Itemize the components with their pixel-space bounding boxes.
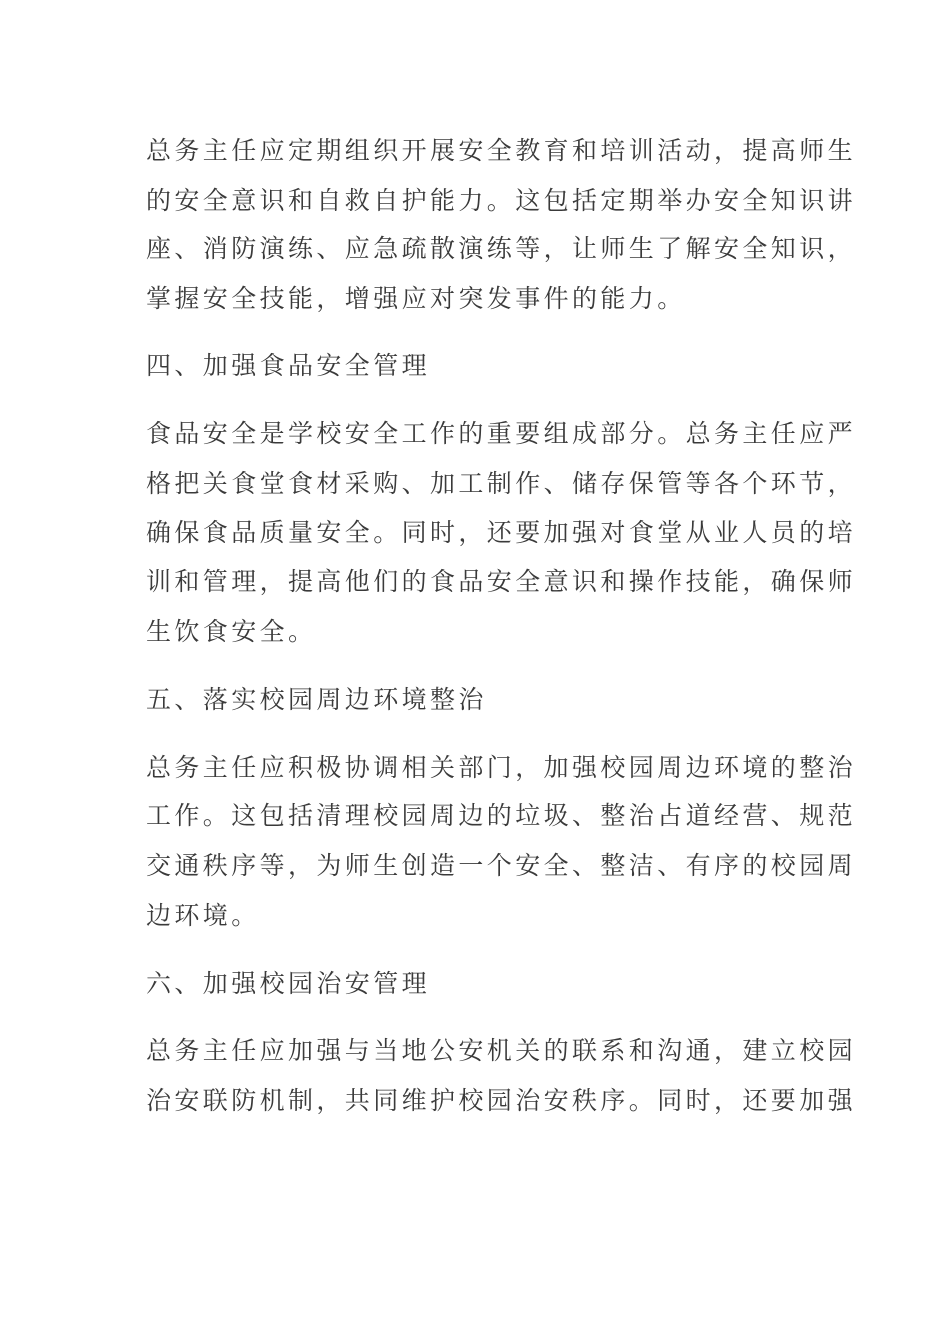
text-line: 掌握安全技能，增强应对突发事件的能力。: [146, 284, 686, 313]
text-line: 生饮食安全。: [146, 617, 317, 646]
text-line: 确保食品质量安全。同时，还要加强对食堂从业人员的培: [146, 518, 857, 547]
text-line: 总务主任应加强与当地公安机关的联系和沟通，建立校园: [146, 1036, 857, 1065]
text-line: 训和管理，提高他们的食品安全意识和操作技能，确保师: [146, 567, 857, 596]
text-line: 交通秩序等，为师生创造一个安全、整洁、有序的校园周: [146, 851, 857, 880]
text-line: 治安联防机制，共同维护校园治安秩序。同时，还要加强: [146, 1086, 857, 1115]
text-line: 的安全意识和自救自护能力。这包括定期举办安全知识讲: [146, 186, 857, 215]
text-line: 工作。这包括清理校园周边的垃圾、整治占道经营、规范: [146, 801, 857, 830]
text-line: 总务主任应积极协调相关部门，加强校园周边环境的整治: [146, 753, 857, 782]
text-line: 边环境。: [146, 901, 260, 930]
section-heading-surroundings: 五、落实校园周边环境整治: [146, 685, 487, 714]
text-line: 格把关食堂食材采购、加工制作、储存保管等各个环节，: [146, 469, 857, 498]
text-line: 座、消防演练、应急疏散演练等，让师生了解安全知识，: [146, 234, 857, 263]
text-line: 总务主任应定期组织开展安全教育和培训活动，提高师生: [146, 136, 857, 165]
section-heading-food-safety: 四、加强食品安全管理: [146, 351, 431, 380]
text-line: 食品安全是学校安全工作的重要组成部分。总务主任应严: [146, 419, 857, 448]
section-heading-public-order: 六、加强校园治安管理: [146, 969, 431, 998]
